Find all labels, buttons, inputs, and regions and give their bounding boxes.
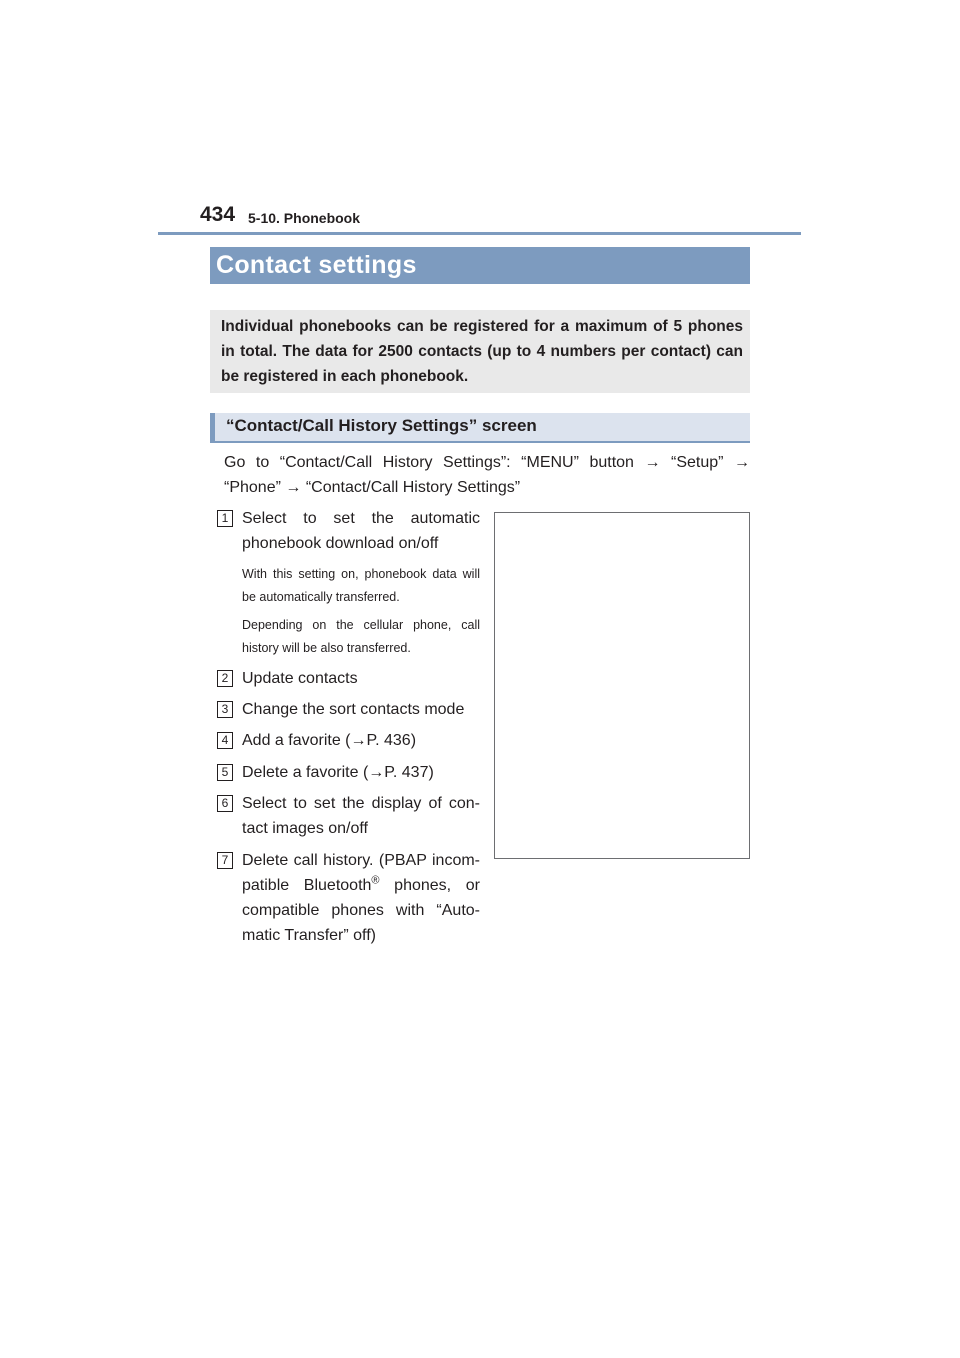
item-text: phones, or compatible phones with “Auto-matic Transfer” off) (242, 877, 481, 944)
subheading: “Contact/Call History Settings” screen (226, 416, 537, 435)
nav-step-settings: “Contact/Call History Settings” (305, 479, 521, 496)
arrow-icon: → (734, 454, 750, 471)
page-reference-link[interactable]: P. 437 (384, 764, 429, 781)
subheading-bar (210, 413, 750, 443)
registered-mark: ® (371, 874, 380, 887)
nav-step-phone: “Phone” (224, 479, 281, 496)
item-text: ) (410, 732, 417, 749)
item-number-badge: 7 (217, 852, 233, 869)
intro-text: Individual phonebooks can be registered for a maximum of 5 phones in total. The data for 2500 contacts (up to 4 numbers per contact) can be registered in each phonebook. (221, 318, 743, 385)
item-number-badge: 4 (217, 732, 233, 749)
item-number-badge: 5 (217, 764, 233, 781)
arrow-icon: → (285, 479, 302, 496)
list-item: Update contacts (242, 670, 358, 687)
header-rule (158, 232, 801, 235)
section-title-bar (210, 247, 750, 284)
item-note: Depending on the cellular phone, call history will be also transferred. (242, 618, 480, 655)
arrow-icon: → (368, 764, 385, 781)
list-item (242, 728, 480, 753)
list-item: Select to set the display of con-tact images on/off (242, 795, 480, 837)
item-number-badge: 6 (217, 795, 233, 812)
navigation-path (224, 450, 750, 500)
section-label: 5-10. Phonebook (248, 210, 361, 226)
item-number-badge: 3 (217, 701, 233, 718)
item-number-badge: 1 (217, 510, 233, 527)
nav-prefix: Go to “Contact/Call History Settings”: “MENU” button (224, 454, 634, 471)
item-text: Delete call history. (PBAP incom-patible Bluetooth (242, 852, 480, 894)
subheading-accent (210, 413, 215, 443)
item-text: ) (428, 764, 434, 781)
item-note: With this setting on, phonebook data will be automatically transferred. (242, 567, 480, 604)
nav-step-setup: “Setup” (671, 454, 724, 471)
screen-image-placeholder (494, 512, 750, 859)
list-item: Select to set the automatic phonebook download on/off (242, 510, 480, 552)
item-text: Delete a favorite ( (242, 764, 369, 781)
item-number-badge: 2 (217, 670, 233, 687)
arrow-icon: → (350, 732, 367, 749)
page-number: 434 (200, 203, 236, 226)
list-item: Change the sort contacts mode (242, 701, 465, 718)
arrow-icon: → (644, 454, 661, 471)
intro-box (210, 310, 750, 393)
item-text: Add a favorite ( (242, 732, 351, 749)
list-item (242, 760, 480, 785)
list-item (242, 848, 480, 948)
section-title: Contact settings (216, 251, 417, 279)
page-reference-link[interactable]: P. 436 (366, 732, 411, 749)
